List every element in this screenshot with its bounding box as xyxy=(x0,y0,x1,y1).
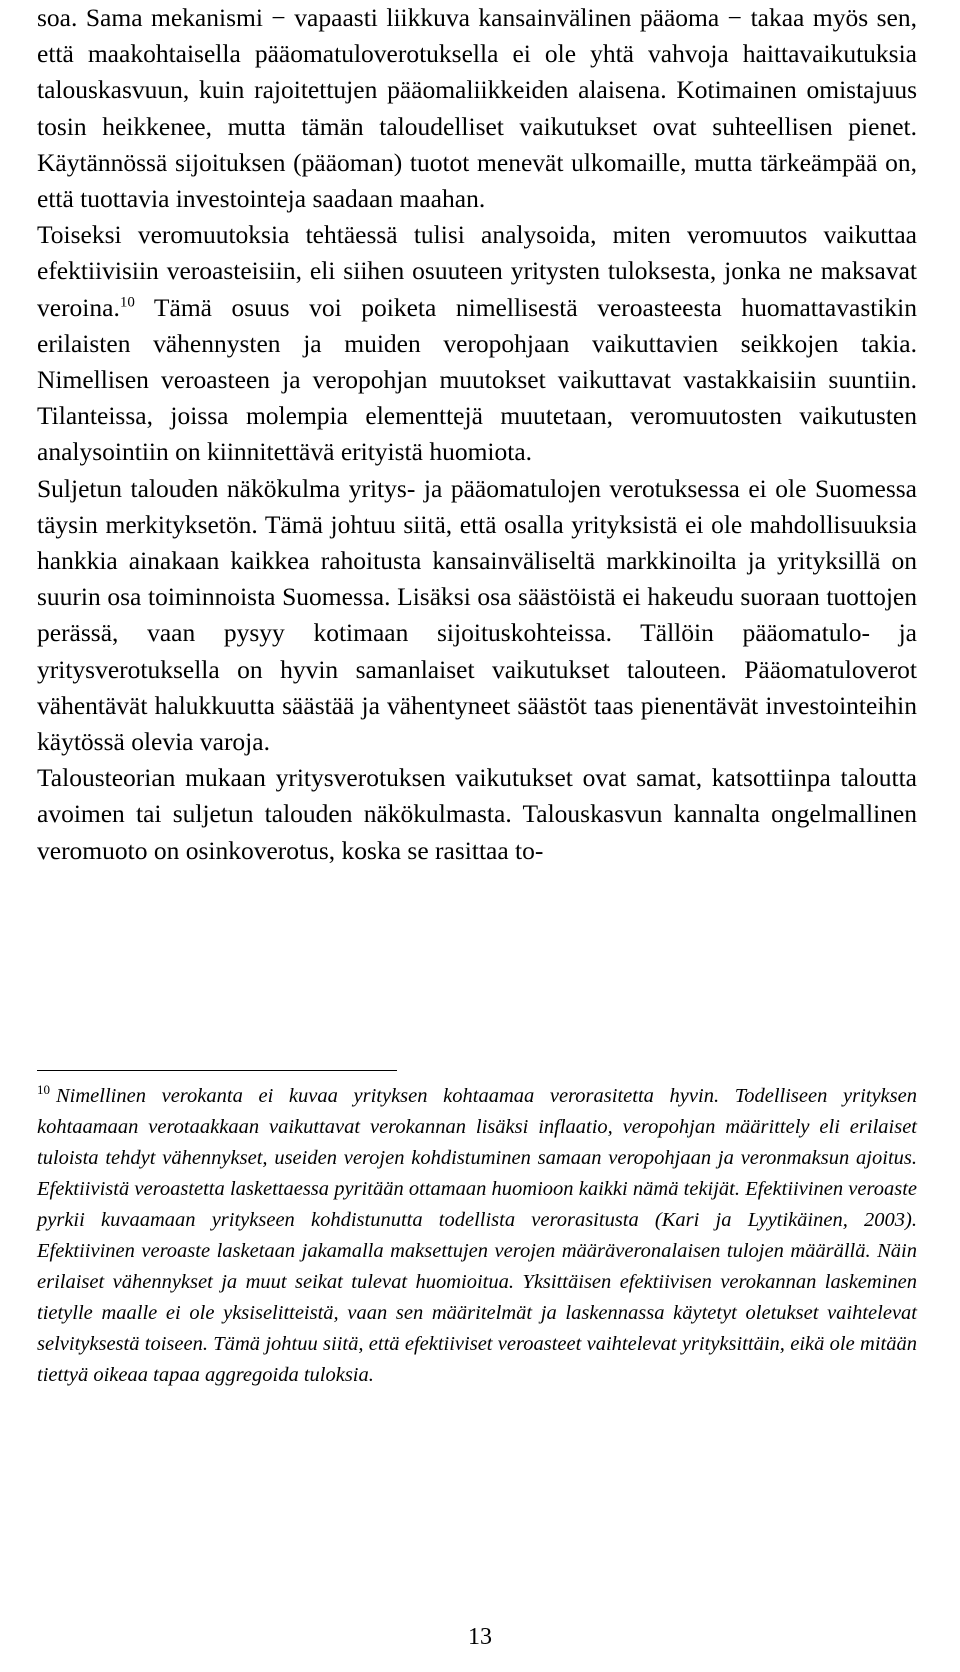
paragraph-2-text-start: Toiseksi veromuutoksia tehtäessä tulisi analysoida, miten veromuutos vaikuttaa efektiivisiin veroasteisiin, eli siihen osuuteen yritysten tuloksesta, jonka ne maksavat veroina. xyxy=(37,220,917,322)
paragraph-1 xyxy=(37,0,917,217)
paragraph-3 xyxy=(37,471,917,761)
paragraph-4 xyxy=(37,760,917,869)
footnote-separator xyxy=(37,1070,397,1071)
paragraph-3-text: Suljetun talouden näkökulma yritys- ja pääomatulojen verotuksessa ei ole Suomessa täysin merkityksetön. Tämä johtuu siitä, että osalla yrityksistä ei ole mahdollisuuksia hankkia ainakaan kaikkea rahoitusta kansainväliseltä markkinoilta ja yrityksillä on suurin osa toiminnoista Suomessa. Lisäksi osa säästöistä ei hakeudu suoraan tuottojen perässä, vaan pysyy kotimaan sijoituskohteissa. Tällöin pääomatulo- ja yritysverotuksella on hyvin samanlaiset vaikutukset talouteen. Pääomatuloverot vähentävät halukkuutta säästää ja vähentyneet säästöt taas pienentävät investointeihin käytössä olevia varoja. xyxy=(37,473,917,757)
paragraph-2-text-end: Tämä osuus voi poiketa nimellisestä veroasteesta huomattavastikin erilaisten vähennysten ja muiden veropohjaan vaikuttavien seikkojen takia. Nimellisen veroasteen ja veropohjan muutokset vaikuttavat vastakkaisiin suuntiin. Tilanteissa, joissa molempia elementtejä muutetaan, veromuutosten vaikutusten analysointiin on kiinnitettävä erityistä huomiota. xyxy=(37,292,917,467)
footnote-text: Nimellinen verokanta ei kuvaa yrityksen kohtaamaa verorasitetta hyvin. Todelliseen yrityksen kohtaamaan verotaakkaan vaikuttavat verokannan lisäksi inflaatio, veropohjan määrittely eli erilaiset tuloista tehdyt vähennykset, useiden verojen kohdistuminen samaan veropohjaan ja veronmaksun ajoitus. Efektiivistä veroastetta laskettaessa pyritään ottamaan huomioon kaikki nämä tekijät. Efektiivinen veroaste pyrkii kuvaamaan yritykseen kohdistunutta todellista verorasitusta (Kari ja Lyytikäinen, 2003). Efektiivinen veroaste lasketaan jakamalla maksettujen verojen määräveronalaisen tulojen määrällä. Näin erilaiset vähennykset ja muut seikat tulevat huomioitua. Yksittäisen efektiivisen verokannan laskeminen tietylle maalle ei ole yksiselitteistä, vaan sen määritelmät ja laskennassa käytetyt oletukset vaihtelevat selvityksestä toiseen. Tämä johtuu siitä, että efektiiviset veroasteet vaihtelevat yrityksittäin, eikä ole mitään tiettyä oikeaa tapaa aggregoida tuloksia. xyxy=(37,1085,917,1386)
body-text xyxy=(37,0,917,869)
footnote xyxy=(37,1081,917,1391)
page-number: 13 xyxy=(468,1624,492,1650)
footnote-number: 10 xyxy=(37,1082,50,1098)
document-page xyxy=(37,0,917,869)
paragraph-4-text: Talousteorian mukaan yritysverotuksen vaikutukset ovat samat, katsottiinpa taloutta avoimen tai suljetun talouden näkökulmasta. Talouskasvun kannalta ongelmallinen veromuoto on osinkoverotus, koska se rasittaa to- xyxy=(37,763,917,865)
paragraph-1-text: soa. Sama mekanismi − vapaasti liikkuva kansainvälinen pääoma − takaa myös sen, että maakohtaisella pääomatuloverotuksella ei ole yhtä vahvoja haittavaikutuksia talouskasvuun, kuin rajoitettujen pääomaliikkeiden alaisena. Kotimainen omistajuus tosin heikkenee, mutta tämän taloudelliset vaikutukset ovat suhteellisen pienet. Käytännössä sijoituksen (pääoman) tuotot menevät ulkomaille, mutta tärkeämpää on, että tuottavia investointeja saadaan maahan. xyxy=(37,3,917,214)
footnote-reference: 10 xyxy=(119,294,135,311)
paragraph-2 xyxy=(37,217,917,470)
